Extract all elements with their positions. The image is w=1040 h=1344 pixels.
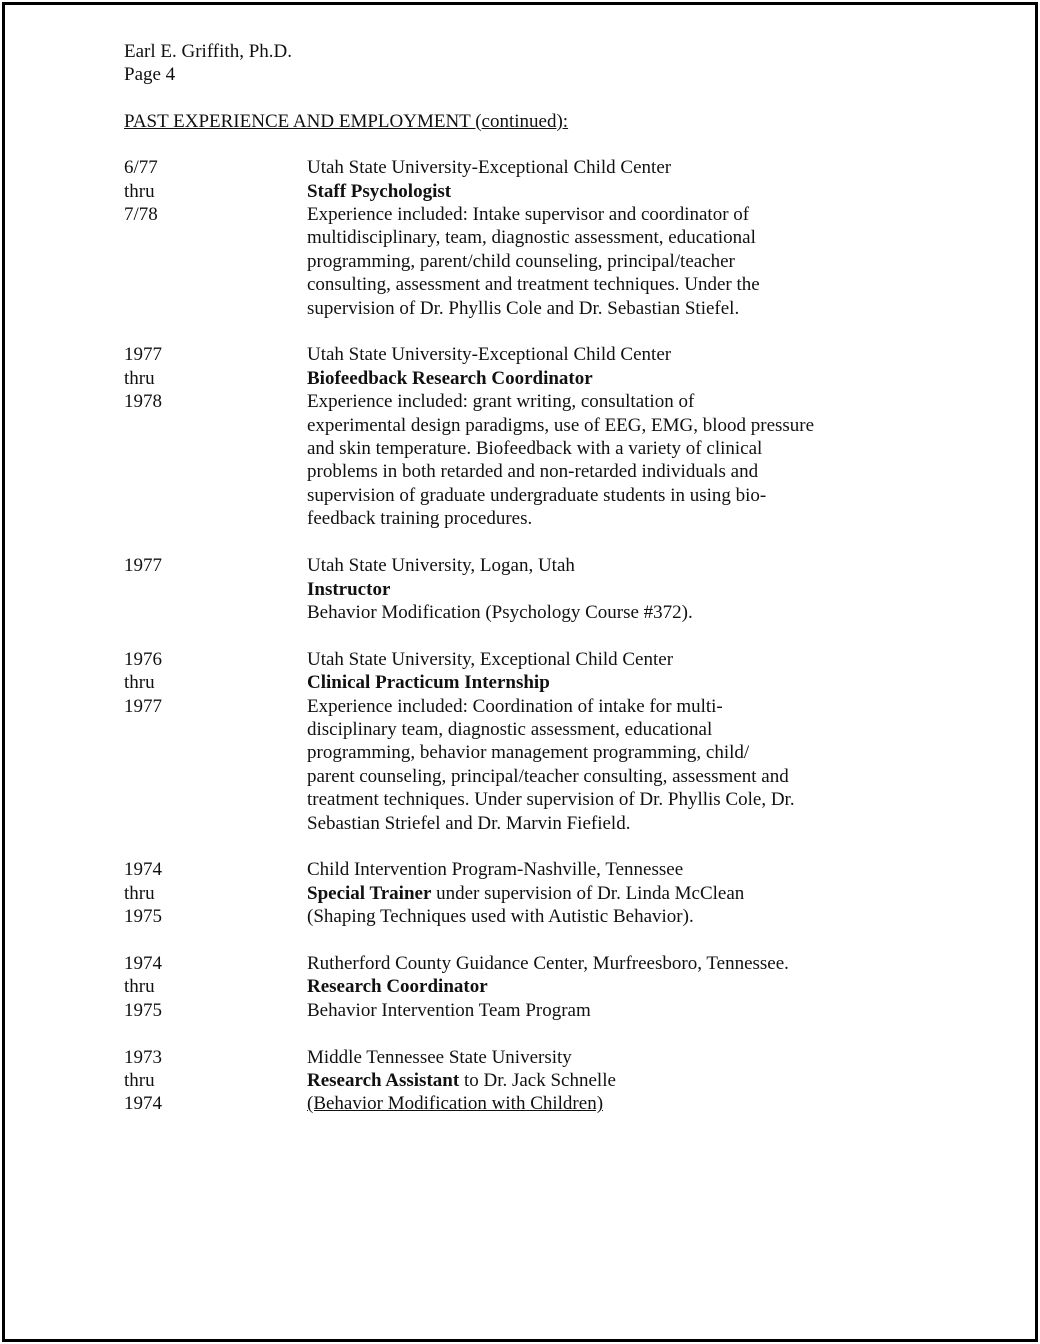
date-line: 1977	[124, 344, 162, 366]
description-line: Behavior Intervention Team Program	[307, 999, 591, 1021]
page-number: Page 4	[124, 64, 176, 86]
entry-dates	[124, 554, 307, 624]
underlined-text: (Behavior Modification with Children)	[307, 1093, 604, 1115]
description-line: and skin temperature. Biofeedback with a variety of clinical	[307, 438, 763, 460]
role-line	[307, 180, 904, 203]
description-line: consulting, assessment and treatment techniques. Under the	[307, 274, 760, 296]
job-title: Instructor	[307, 578, 391, 600]
description-line: treatment techniques. Under supervision of Dr. Phyllis Cole, Dr.	[307, 789, 795, 811]
entry-details	[307, 343, 904, 530]
description-line: multidisciplinary, team, diagnostic assessment, educational	[307, 227, 756, 249]
date-line: 6/77	[124, 157, 158, 179]
description-line: feedback training procedures.	[307, 508, 533, 530]
entry-dates	[124, 648, 307, 835]
date-line: 1977	[124, 555, 162, 577]
document-body	[124, 40, 904, 1139]
role-note: to Dr. Jack Schnelle	[459, 1069, 616, 1091]
role-note: under supervision of Dr. Linda McClean	[431, 882, 745, 904]
date-line: 1978	[124, 391, 162, 413]
date-line: thru	[124, 1069, 155, 1091]
description-line: supervision of Dr. Phyllis Cole and Dr. Sebastian Stiefel.	[307, 297, 740, 319]
organization: Middle Tennessee State University	[307, 1046, 572, 1068]
entry-details	[307, 952, 904, 1022]
description-line: disciplinary team, diagnostic assessment, educational	[307, 718, 713, 740]
date-line: 7/78	[124, 204, 158, 226]
organization: Utah State University, Exceptional Child Center	[307, 648, 674, 670]
experience-entry	[124, 648, 904, 835]
job-title: Staff Psychologist	[307, 180, 452, 202]
role-line	[307, 975, 904, 998]
date-line: 1973	[124, 1046, 162, 1068]
entry-details	[307, 156, 904, 320]
entry-details	[307, 858, 904, 928]
description-line: Experience included: Intake supervisor and coordinator of	[307, 204, 750, 226]
organization: Utah State University-Exceptional Child Center	[307, 157, 672, 179]
description-line: Experience included: grant writing, consultation of	[307, 391, 695, 413]
job-title: Research Assistant	[307, 1069, 460, 1091]
organization: Utah State University, Logan, Utah	[307, 555, 575, 577]
experience-list	[124, 156, 904, 1116]
date-line: 1974	[124, 859, 162, 881]
role-line	[307, 1069, 904, 1092]
date-line: thru	[124, 976, 155, 998]
role-line	[307, 578, 904, 601]
role-line	[307, 882, 904, 905]
job-title: Special Trainer	[307, 882, 432, 904]
description-line: programming, parent/child counseling, principal/teacher	[307, 250, 735, 272]
description-line: Behavior Modification (Psychology Course #372).	[307, 601, 693, 623]
entry-details	[307, 554, 904, 624]
job-title: Research Coordinator	[307, 976, 488, 998]
description-line: experimental design paradigms, use of EEG, EMG, blood pressure	[307, 414, 815, 436]
experience-entry	[124, 554, 904, 624]
entry-dates	[124, 858, 307, 928]
organization: Rutherford County Guidance Center, Murfreesboro, Tennessee.	[307, 952, 789, 974]
experience-entry	[124, 952, 904, 1022]
date-line: thru	[124, 672, 155, 694]
organization: Child Intervention Program-Nashville, Tennessee	[307, 859, 684, 881]
date-line: thru	[124, 180, 155, 202]
author-name: Earl E. Griffith, Ph.D.	[124, 41, 292, 62]
experience-entry	[124, 343, 904, 530]
entry-details	[307, 648, 904, 835]
description-line: problems in both retarded and non-retarded individuals and	[307, 461, 759, 483]
entry-dates	[124, 156, 307, 320]
date-line: thru	[124, 367, 155, 389]
description-line: parent counseling, principal/teacher consulting, assessment and	[307, 765, 789, 787]
section-title: PAST EXPERIENCE AND EMPLOYMENT (continued):	[124, 110, 569, 132]
date-line: 1975	[124, 999, 162, 1021]
date-line: 1977	[124, 695, 162, 717]
job-title: Clinical Practicum Internship	[307, 672, 550, 694]
description-line: programming, behavior management programming, child/	[307, 742, 750, 764]
description-line: Experience included: Coordination of intake for multi-	[307, 695, 723, 717]
role-line	[307, 671, 904, 694]
experience-entry	[124, 1046, 904, 1116]
date-line: 1976	[124, 648, 162, 670]
entry-dates	[124, 952, 307, 1022]
entry-dates	[124, 1046, 307, 1116]
date-line: 1975	[124, 906, 162, 928]
experience-entry	[124, 858, 904, 928]
role-line	[307, 367, 904, 390]
description-line: (Shaping Techniques used with Autistic Behavior).	[307, 906, 694, 928]
date-line: 1974	[124, 952, 162, 974]
entry-dates	[124, 343, 307, 530]
description-line: supervision of graduate undergraduate students in using bio-	[307, 484, 767, 506]
description-line	[307, 1092, 904, 1115]
date-line: thru	[124, 882, 155, 904]
organization: Utah State University-Exceptional Child Center	[307, 344, 672, 366]
job-title: Biofeedback Research Coordinator	[307, 367, 593, 389]
description-line: Sebastian Striefel and Dr. Marvin Fiefield.	[307, 812, 631, 834]
experience-entry	[124, 156, 904, 320]
entry-details	[307, 1046, 904, 1116]
date-line: 1974	[124, 1093, 162, 1115]
